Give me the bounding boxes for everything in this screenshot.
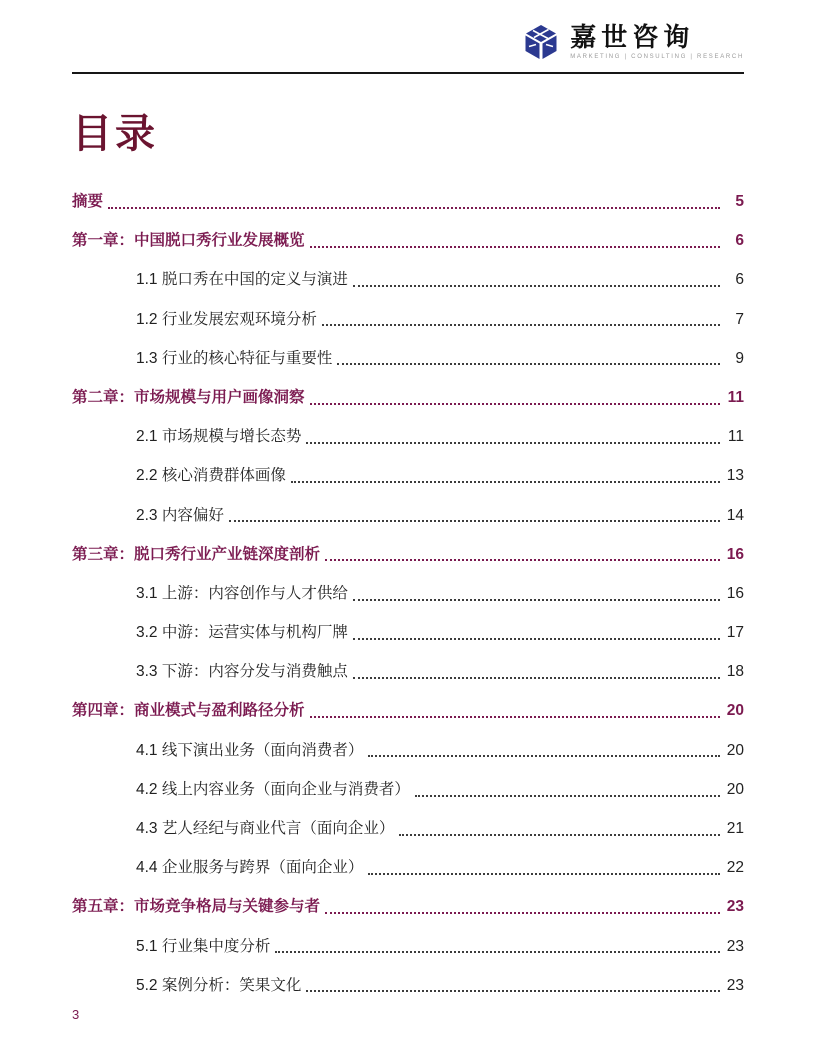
- brand-name: 嘉世咨询: [570, 21, 695, 52]
- toc-dotted-leader: [399, 834, 720, 836]
- toc-entry-label: 第二章：市场规模与用户画像洞察: [72, 388, 305, 406]
- toc-dotted-leader: [353, 638, 720, 640]
- toc-row: [72, 544, 744, 566]
- toc-entry-page: 22: [726, 859, 744, 877]
- toc-dotted-leader: [291, 481, 720, 483]
- toc-row: [72, 465, 744, 487]
- toc-dotted-leader: [322, 324, 720, 326]
- toc-entry-label: 3.2 中游：运营实体与机构厂牌: [136, 624, 348, 642]
- toc-entry-label: 2.1 市场规模与增长态势: [136, 428, 302, 446]
- toc-list: [72, 191, 744, 996]
- toc-entry-page: 16: [726, 545, 744, 563]
- toc-entry-label: 4.1 线下演出业务（面向消费者）: [136, 741, 364, 759]
- toc-entry-label: 第一章：中国脱口秀行业发展概览: [72, 232, 305, 250]
- toc-dotted-leader: [275, 951, 720, 953]
- brand-block: [570, 21, 744, 61]
- toc-row: [72, 661, 744, 683]
- toc-row: [72, 230, 744, 252]
- toc-dotted-leader: [229, 520, 720, 522]
- toc-dotted-leader: [368, 755, 720, 757]
- toc-dotted-leader: [108, 207, 720, 209]
- toc-entry-label: 5.1 行业集中度分析: [136, 937, 271, 955]
- toc-entry-page: 23: [726, 898, 744, 916]
- toc-entry-page: 13: [726, 467, 744, 485]
- toc-dotted-leader: [353, 599, 720, 601]
- toc-entry-page: 20: [726, 780, 744, 798]
- page-title: 目录: [72, 112, 158, 156]
- toc-row: [72, 818, 744, 840]
- toc-entry-label: 2.2 核心消费群体画像: [136, 467, 286, 485]
- toc-entry-page: 23: [726, 937, 744, 955]
- toc-row: [72, 700, 744, 722]
- toc-dotted-leader: [310, 246, 720, 248]
- toc-dotted-leader: [368, 873, 720, 875]
- toc-dotted-leader: [353, 285, 720, 287]
- toc-entry-page: 6: [735, 271, 744, 289]
- toc-row: [72, 740, 744, 762]
- toc-entry-label: 4.3 艺人经纪与商业代言（面向企业）: [136, 820, 395, 837]
- toc-row: [72, 936, 744, 958]
- toc-entry-page: 20: [726, 741, 744, 759]
- toc-row: [72, 309, 744, 331]
- toc-entry-page: 7: [735, 310, 744, 328]
- toc-entry-page: 11: [727, 388, 744, 406]
- toc-dotted-leader: [306, 990, 720, 992]
- footer-page-number: 3: [72, 1007, 80, 1022]
- toc-entry-label: 3.1 上游：内容创作与人才供给: [136, 584, 348, 602]
- toc-dotted-leader: [310, 403, 720, 405]
- toc-entry-page: 23: [726, 976, 744, 994]
- toc-entry-page: 20: [726, 702, 744, 720]
- toc-entry-label: 1.1 脱口秀在中国的定义与演进: [136, 271, 348, 289]
- toc-dotted-leader: [325, 559, 720, 561]
- toc-row: [72, 896, 744, 918]
- toc-entry-page: 21: [726, 820, 744, 837]
- toc-entry-label: 5.2 案例分析：笑果文化: [136, 976, 302, 994]
- toc-entry-page: 11: [727, 428, 744, 446]
- toc-dotted-leader: [306, 442, 720, 444]
- toc-row: [72, 348, 744, 370]
- toc-row: [72, 622, 744, 644]
- toc-entry-label: 第三章：脱口秀行业产业链深度剖析: [72, 545, 321, 563]
- toc-dotted-leader: [325, 912, 720, 914]
- toc-entry-label: 4.2 线上内容业务（面向企业与消费者）: [136, 780, 410, 798]
- cube-logo-icon: [521, 22, 561, 62]
- toc-entry-label: 1.2 行业发展宏观环境分析: [136, 310, 317, 328]
- toc-entry-label: 3.3 下游：内容分发与消费触点: [136, 663, 348, 681]
- toc-row: [72, 426, 744, 448]
- toc-dotted-leader: [310, 716, 720, 718]
- toc-row: [72, 191, 744, 213]
- toc-entry-page: 14: [726, 506, 744, 524]
- brand-tagline: MARKETING | CONSULTING | RESEARCH: [570, 54, 744, 61]
- toc-row: [72, 583, 744, 605]
- toc-entry-page: 5: [735, 193, 744, 210]
- toc-dotted-leader: [415, 795, 720, 797]
- toc-entry-page: 9: [735, 349, 744, 367]
- toc-dotted-leader: [353, 677, 720, 679]
- toc-entry-label: 4.4 企业服务与跨界（面向企业）: [136, 859, 364, 877]
- toc-entry-label: 2.3 内容偏好: [136, 506, 224, 524]
- toc-row: [72, 975, 744, 997]
- page-header: [72, 22, 744, 74]
- brand-logo: [521, 22, 744, 62]
- toc-entry-page: 18: [726, 663, 744, 681]
- toc-entry-label: 摘要: [72, 193, 104, 210]
- toc-row: [72, 269, 744, 291]
- toc-dotted-leader: [337, 363, 720, 365]
- toc-row: [72, 779, 744, 801]
- toc-entry-label: 第五章：市场竞争格局与关键参与者: [72, 898, 321, 916]
- toc-row: [72, 387, 744, 409]
- toc-entry-label: 第四章：商业模式与盈利路径分析: [72, 702, 305, 720]
- toc-entry-page: 16: [726, 584, 744, 602]
- toc-entry-page: 17: [726, 624, 744, 642]
- toc-row: [72, 505, 744, 527]
- toc-entry-label: 1.3 行业的核心特征与重要性: [136, 349, 333, 367]
- toc-entry-page: 6: [735, 232, 744, 250]
- toc-row: [72, 857, 744, 879]
